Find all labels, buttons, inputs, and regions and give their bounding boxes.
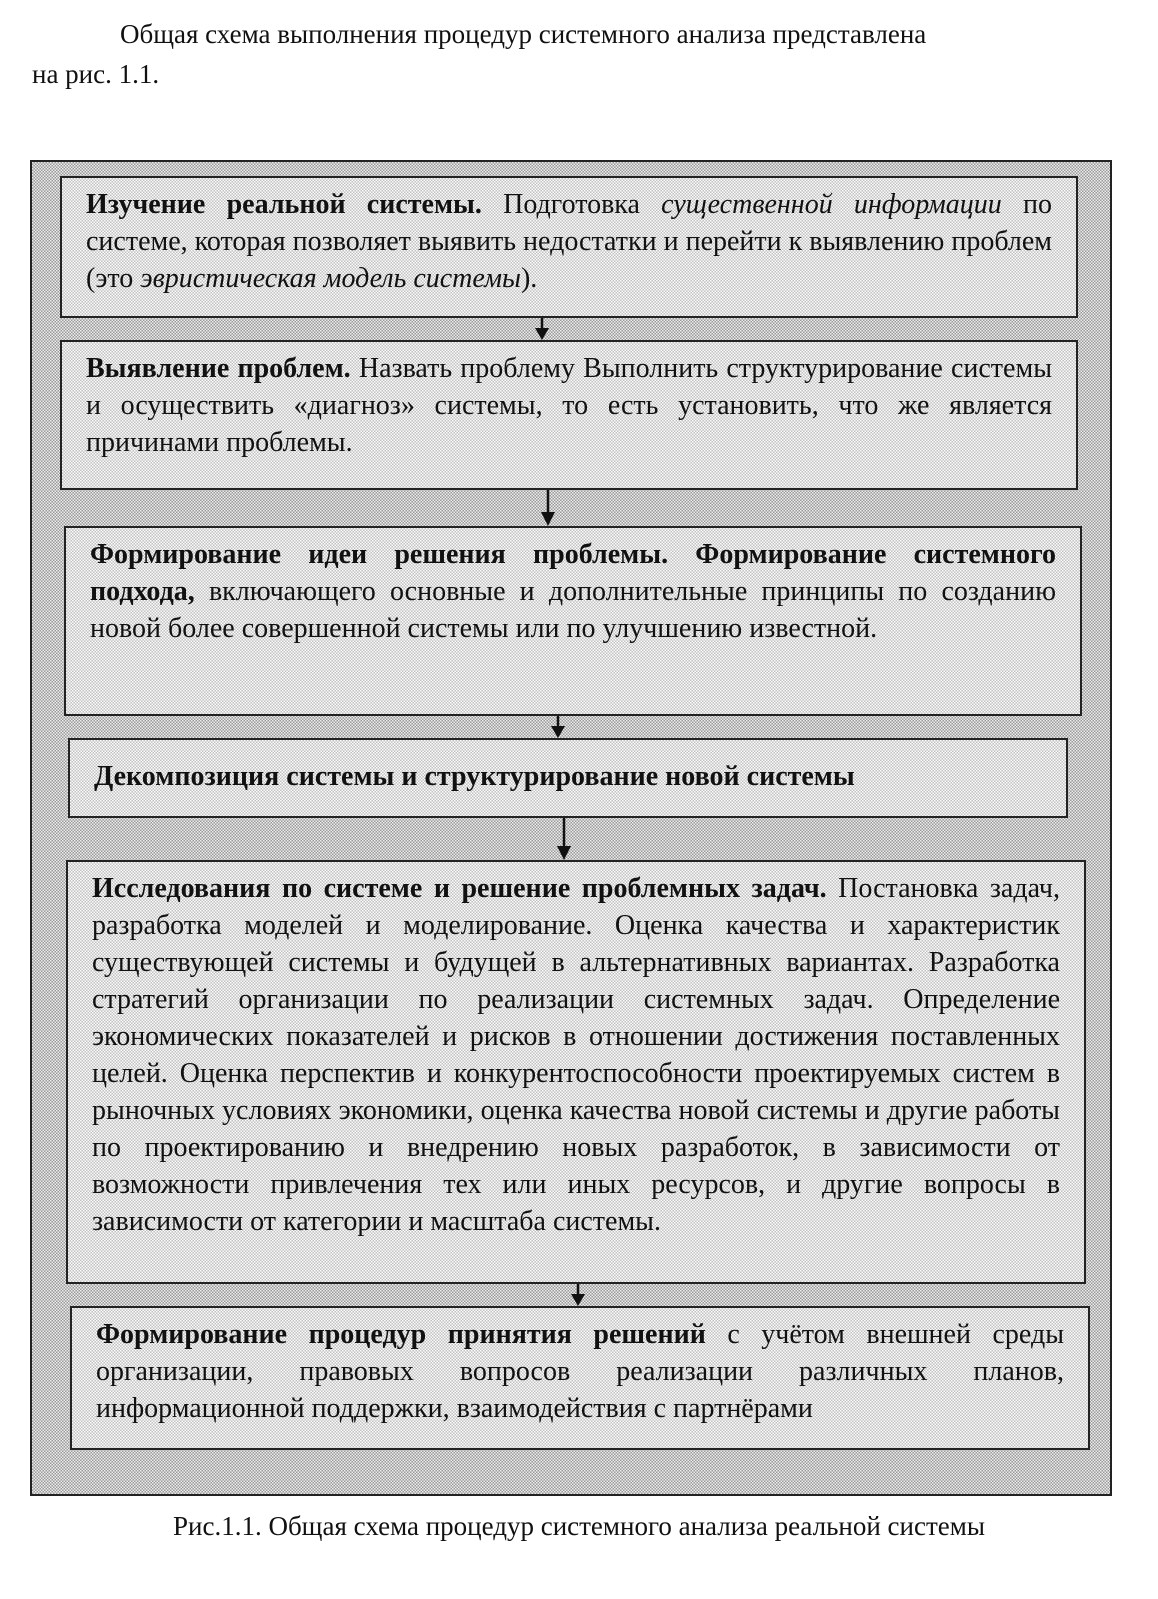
intro-paragraph — [32, 14, 1122, 94]
step-4-title: Декомпозиция системы и структурирование новой системы — [94, 761, 855, 792]
step-1-box: Изучение реальной системы. Подготовка существенной информации по системе, которая позволяет выявить недостатки и перейти к выявлению проблем (это эвристическая модель системы). — [60, 176, 1078, 318]
step-1-italic-1: существенной информации — [661, 189, 1002, 220]
step-5-box: Исследования по системе и решение проблемных задач. Постановка задач, разработка моделей и моделирование. Оценка качества и характеристик существующей системы и будущей в альтернативных вариантах. Разработка стратегий организации по реализации системных задач. Определение экономических показателей и рисков в отношении достижения поставленных целей. Оценка перспектив и конкурентоспособности проектируемых систем в рыночных условиях экономики, оценка качества новой системы и другие работы по проектированию и внедрению новых разработок, в зависимости от возможности привлечения тех или иных ресурсов, и другие вопросы в зависимости от категории и масштаба системы. — [66, 860, 1086, 1284]
step-1-italic-2: эвристическая модель системы — [140, 263, 521, 294]
step-3-title: Формирование идеи решения проблемы. Формирование системного подхода, — [90, 539, 1056, 607]
step-5-title: Исследования по системе и решение проблемных задач. — [92, 873, 827, 904]
arrow-down-icon — [554, 818, 574, 860]
diagram-frame — [30, 160, 1112, 1496]
arrow-down-icon — [538, 490, 558, 526]
step-3-box: Формирование идеи решения проблемы. Формирование системного подхода, включающего основные и дополнительные принципы по созданию новой более совершенной системы или по улучшению известной. — [64, 526, 1082, 716]
step-2-box: Выявление проблем. Назвать проблему Выполнить структурирование системы и осуществить «диагноз» системы, то есть установить, что же является причинами проблемы. — [60, 340, 1078, 490]
step-4-box — [68, 738, 1068, 818]
step-2-title: Выявление проблем. — [86, 353, 351, 384]
step-6-box: Формирование процедур принятия решений с учётом внешней среды организации, правовых вопросов реализации различных планов, информационной поддержки, взаимодействия с партнёрами — [70, 1306, 1090, 1450]
step-6-title: Формирование процедур принятия решений — [96, 1319, 706, 1350]
arrow-down-icon — [548, 716, 568, 738]
arrow-down-icon — [532, 318, 552, 340]
figure-caption: Рис.1.1. Общая схема процедур системного анализа реальной системы — [173, 1511, 985, 1541]
intro-line-2: на рис. 1.1. — [32, 59, 160, 89]
intro-line-1: Общая схема выполнения процедур системного анализа представлена — [120, 19, 927, 49]
step-1-title: Изучение реальной системы. — [86, 189, 482, 220]
arrow-down-icon — [568, 1284, 588, 1306]
